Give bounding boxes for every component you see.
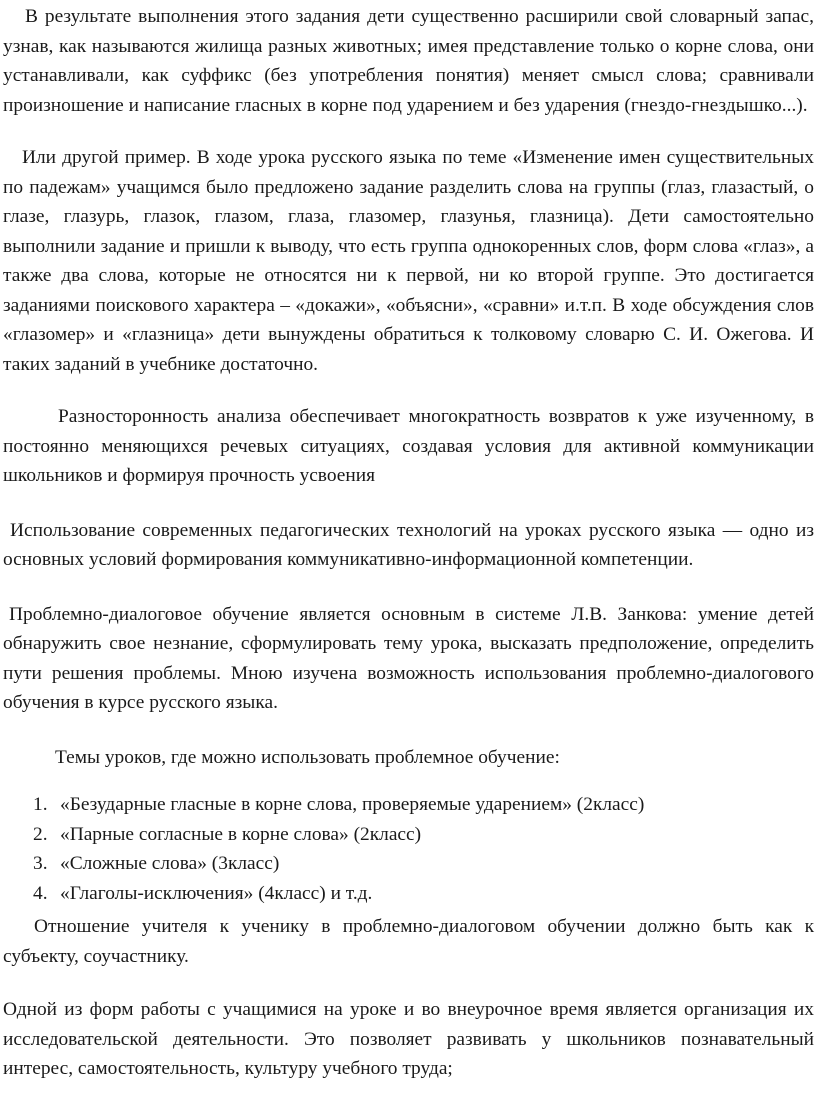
list-item-number: 1. (33, 794, 48, 815)
paragraph-problem-dialogue: Проблемно-диалоговое обучение является основным в системе Л.В. Занкова: умение детей обнаружить свое незнание, сформулировать тему урока, высказать предположение, определить пути решения проблемы. Мною изучена возможность использования проблемно-диалогового обучения в курсе русского языка. (3, 603, 814, 713)
list-item-number: 4. (33, 882, 48, 904)
list-item-text: «Глаголы-исключения» (4класс) и т.д. (60, 882, 373, 904)
list-item (3, 879, 814, 909)
paragraph-modern-technologies: Использование современных педагогических технологий на уроках русского языка — одно из основных условий формирования коммуникативно-информационной компетенции. (3, 519, 814, 570)
list-item (3, 820, 814, 850)
list-item-text: «Сложные слова» (3класс) (60, 853, 280, 874)
paragraph-vocabulary-result: В результате выполнения этого задания дети существенно расширили свой словарный запас, узнав, как называются жилища разных животных; имея представление только о корне слова, они устанавливали, как суффикс (без употребления понятия) меняет смысл слова; сравнивали произношение и написание гласных в корне под ударением и без ударения (гнездо-гнездышко...). (3, 6, 814, 116)
paragraph-teacher-attitude: Отношение учителя к ученику в проблемно-диалоговом обучении должно быть как к субъекту, соучастнику. (3, 916, 814, 967)
list-item (3, 790, 814, 820)
paragraph-research-activity: Одной из форм работы с учащимися на уроке и во внеурочное время является организация их исследовательской деятельности. Это позволяет развивать у школьников познавательный интерес, самостоятельность, культуру учебного труда; (3, 999, 814, 1079)
list-item-number: 2. (33, 823, 48, 845)
topics-list (3, 790, 814, 908)
topics-heading: Темы уроков, где можно использовать проблемное обучение: (55, 746, 560, 768)
list-item-text: «Парные согласные в корне слова» (2класс) (60, 823, 422, 845)
list-item-text: «Безударные гласные в корне слова, проверяемые ударением» (2класс) (60, 794, 645, 815)
paragraph-analysis-versatility: Разносторонность анализа обеспечивает многократность возвратов к уже изученному, в постоянно меняющихся речевых ситуациях, создавая условия для активной коммуникации школьников и формируя прочность усвоения (3, 406, 814, 486)
list-item-number: 3. (33, 853, 48, 874)
paragraph-eye-example: Или другой пример. В ходе урока русского языка по теме «Изменение имен существительных по падежам» учащимся было предложено задание разделить слова на группы (глаз, глазастый, о глазе, глазурь, глазок, глазом, глаза, глазомер, глазунья, глазница). Дети самостоятельно выполнили задание и пришли к выводу, что есть группа однокоренных слов, форм слова «глаз», а также два слова, которые не относятся ни к первой, ни ко второй группе. Это достигается заданиями поискового характера – «докажи», «объясни», «сравни» и.т.п. В ходе обсуждения слов «глазомер» и «глазница» дети вынуждены обратиться к толковому словарю С. И. Ожегова. И таких заданий в учебнике достаточно. (3, 147, 814, 375)
list-item (3, 849, 814, 879)
